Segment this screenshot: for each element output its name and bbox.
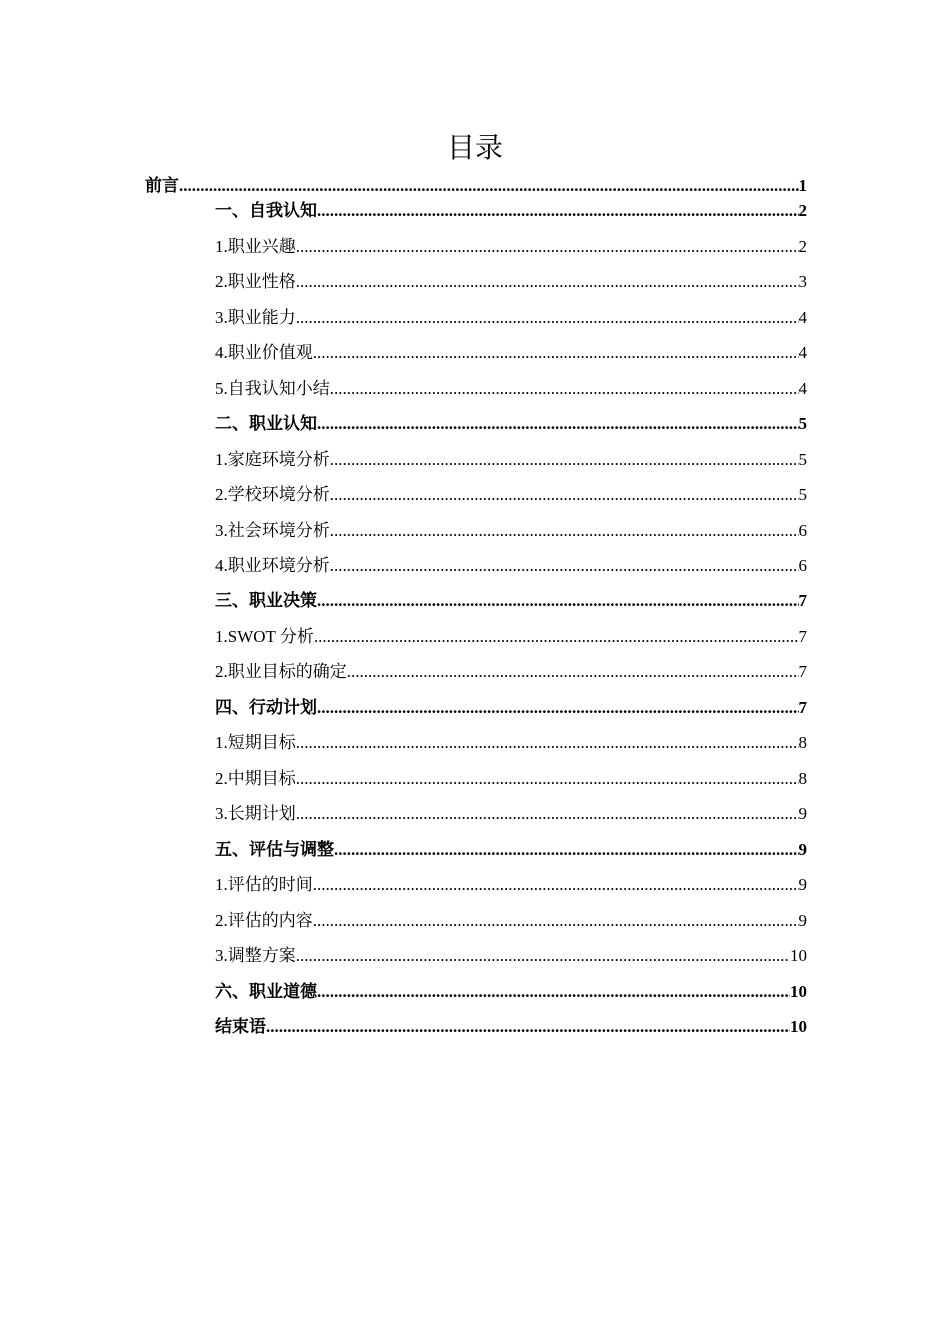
toc-page-number: 7 xyxy=(798,627,807,646)
toc-page-number: 2 xyxy=(798,201,807,220)
toc-dot-leader xyxy=(334,839,799,861)
toc-entry-label: 2.学校环境分析 xyxy=(215,485,330,504)
toc-entry[interactable] xyxy=(215,484,807,506)
toc-entry-label: 5.自我认知小结 xyxy=(215,379,330,398)
toc-dot-leader xyxy=(313,874,799,896)
toc-page-number: 9 xyxy=(798,875,807,894)
toc-dot-leader xyxy=(330,378,799,400)
toc-entry-label: 1.职业兴趣 xyxy=(215,237,296,256)
toc-dot-leader xyxy=(347,661,799,683)
toc-entry[interactable] xyxy=(215,945,807,967)
toc-page-number: 7 xyxy=(798,591,807,610)
toc-page-number: 3 xyxy=(798,272,807,291)
toc-dot-leader xyxy=(296,803,799,825)
toc-entry[interactable] xyxy=(145,175,807,197)
toc-dot-leader xyxy=(296,732,799,754)
toc-page-number: 7 xyxy=(798,662,807,681)
toc-entry-label: 三、职业决策 xyxy=(215,591,317,610)
toc-entry-label: 3.社会环境分析 xyxy=(215,521,330,540)
toc-entry-label: 二、职业认知 xyxy=(215,414,317,433)
toc-page-number: 9 xyxy=(798,911,807,930)
toc-entry[interactable] xyxy=(215,768,807,790)
toc-dot-leader xyxy=(330,520,799,542)
toc-dot-leader xyxy=(330,484,799,506)
toc-entry-label: 4.职业环境分析 xyxy=(215,556,330,575)
toc-page-number: 4 xyxy=(798,343,807,362)
toc-page-number: 4 xyxy=(798,379,807,398)
toc-dot-leader xyxy=(317,981,790,1003)
toc-dot-leader xyxy=(296,307,799,329)
toc-entry-label: 1.短期目标 xyxy=(215,733,296,752)
toc-dot-leader xyxy=(317,413,799,435)
toc-dot-leader xyxy=(266,1016,790,1038)
toc-entry[interactable] xyxy=(215,626,807,648)
toc-entry[interactable] xyxy=(215,520,807,542)
toc-page-number: 6 xyxy=(798,556,807,575)
toc-entry-label: 1.评估的时间 xyxy=(215,875,313,894)
toc-entry[interactable] xyxy=(215,981,807,1003)
toc-entry-label: 3.职业能力 xyxy=(215,308,296,327)
toc-entry[interactable] xyxy=(215,271,807,293)
toc-page-number: 1 xyxy=(798,176,807,195)
toc-entry-label: 3.长期计划 xyxy=(215,804,296,823)
toc-entry-label: 4.职业价值观 xyxy=(215,343,313,362)
toc-page-number: 5 xyxy=(798,450,807,469)
toc-entry[interactable] xyxy=(215,661,807,683)
toc-entry[interactable] xyxy=(215,236,807,258)
toc-entry-label: 结束语 xyxy=(215,1017,266,1036)
toc-entry-label: 前言 xyxy=(145,176,179,195)
toc-page-number: 10 xyxy=(790,946,807,965)
toc-entry[interactable] xyxy=(215,378,807,400)
toc-dot-leader xyxy=(314,626,799,648)
toc-entry[interactable] xyxy=(215,803,807,825)
toc-dot-leader xyxy=(296,768,799,790)
toc-dot-leader xyxy=(317,200,799,222)
toc-page-number: 5 xyxy=(798,485,807,504)
toc-entry[interactable] xyxy=(215,307,807,329)
toc-entry-label: 四、行动计划 xyxy=(215,698,317,717)
toc-entry[interactable] xyxy=(215,839,807,861)
toc-entry[interactable] xyxy=(215,342,807,364)
toc-entry-label: 2.职业目标的确定 xyxy=(215,662,347,681)
toc-dot-leader xyxy=(330,449,799,471)
toc-page-number: 5 xyxy=(798,414,807,433)
toc-dot-leader xyxy=(296,271,799,293)
toc-dot-leader xyxy=(296,945,790,967)
toc-entry-label: 2.中期目标 xyxy=(215,769,296,788)
toc-entry-label: 3.调整方案 xyxy=(215,946,296,965)
toc-page-number: 4 xyxy=(798,308,807,327)
toc-page-number: 8 xyxy=(798,769,807,788)
toc-page-number: 10 xyxy=(790,1017,807,1036)
toc-dot-leader xyxy=(330,555,799,577)
toc-dot-leader xyxy=(313,910,799,932)
toc-page-number: 6 xyxy=(798,521,807,540)
toc-entry[interactable] xyxy=(215,732,807,754)
toc-entry[interactable] xyxy=(215,555,807,577)
toc-entry[interactable] xyxy=(215,697,807,719)
toc-dot-leader xyxy=(317,590,799,612)
toc-entry-label: 2.职业性格 xyxy=(215,272,296,291)
toc-page-number: 9 xyxy=(798,804,807,823)
toc-entry-label: 2.评估的内容 xyxy=(215,911,313,930)
toc-dot-leader xyxy=(179,175,799,197)
toc-page-number: 8 xyxy=(798,733,807,752)
toc-page-number: 9 xyxy=(798,840,807,859)
toc-title: 目录 xyxy=(446,131,503,164)
toc-entry[interactable] xyxy=(215,910,807,932)
toc-entry[interactable] xyxy=(215,449,807,471)
toc-page-number: 2 xyxy=(798,237,807,256)
toc-entry-label: 1.SWOT 分析 xyxy=(215,627,314,646)
toc-entry[interactable] xyxy=(215,200,807,222)
toc-dot-leader xyxy=(313,342,799,364)
toc-entry-label: 六、职业道德 xyxy=(215,982,317,1001)
toc-dot-leader xyxy=(296,236,799,258)
toc-page-number: 10 xyxy=(790,982,807,1001)
toc-entry[interactable] xyxy=(215,874,807,896)
toc-entry-label: 1.家庭环境分析 xyxy=(215,450,330,469)
toc-entry[interactable] xyxy=(215,590,807,612)
toc-entry[interactable] xyxy=(215,413,807,435)
toc-entry-label: 五、评估与调整 xyxy=(215,840,334,859)
toc-entry[interactable] xyxy=(215,1016,807,1038)
toc-entry-label: 一、自我认知 xyxy=(215,201,317,220)
toc-dot-leader xyxy=(317,697,799,719)
toc-page-number: 7 xyxy=(798,698,807,717)
